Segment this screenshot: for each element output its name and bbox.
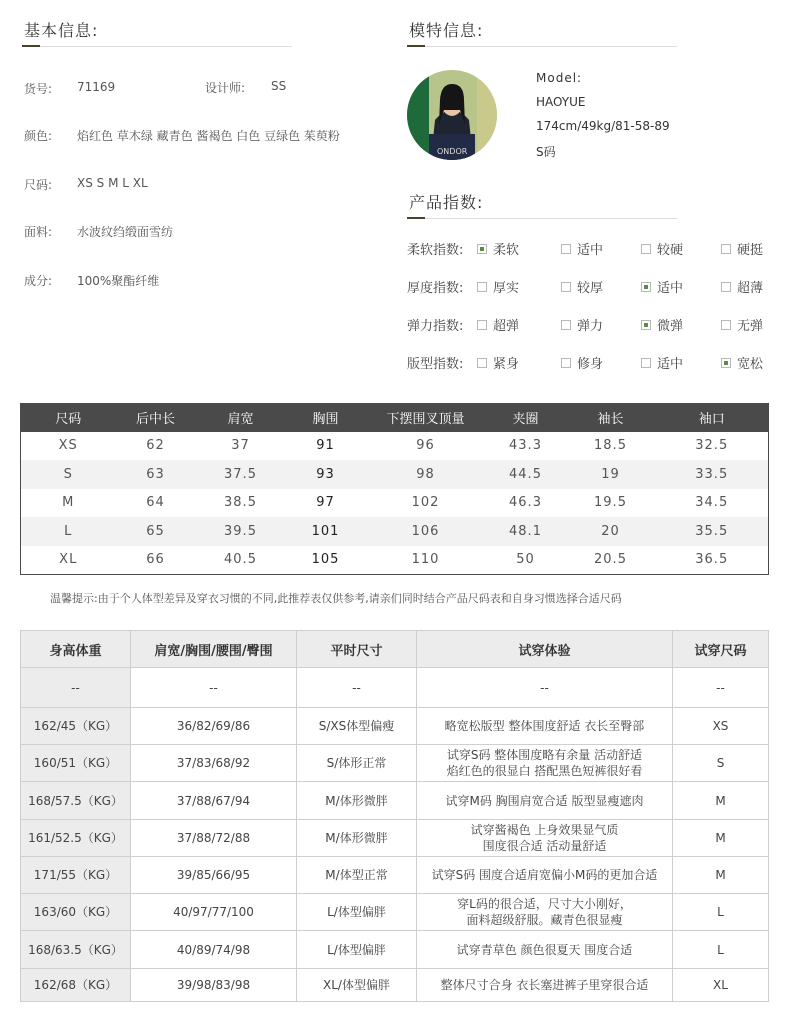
try-on-cell: 168/57.5（KG） — [21, 782, 131, 820]
product-index-accent — [407, 217, 425, 219]
try-on-table — [20, 630, 769, 1002]
try-on-cell: -- — [21, 668, 131, 708]
try-on-cell: 160/51（KG） — [21, 745, 131, 782]
unchecked-box-icon — [721, 320, 731, 330]
try-on-cell: -- — [417, 668, 673, 708]
unchecked-box-icon — [641, 244, 651, 254]
size-cell: 102 — [411, 495, 440, 511]
basic-info-divider — [22, 46, 292, 47]
index-option-label: 弹力 — [577, 319, 604, 334]
model-photo — [407, 70, 497, 160]
try-on-cell: 163/60（KG） — [21, 894, 131, 931]
unchecked-box-icon — [477, 358, 487, 368]
svg-text:ONDOR: ONDOR — [437, 147, 468, 156]
model-info-title: 模特信息: — [409, 21, 484, 40]
try-on-cell: M — [673, 782, 769, 820]
try-on-cell: L — [673, 931, 769, 969]
unchecked-box-icon — [477, 282, 487, 292]
header-experience: 试穿体验 — [417, 631, 673, 668]
try-on-cell: 试穿M码 胸围肩宽合适 版型显瘦遮肉 — [417, 782, 673, 820]
try-on-cell: 试穿S码 围度合适肩宽偏小M码的更加合适 — [417, 857, 673, 894]
index-option-label: 超薄 — [737, 281, 764, 296]
index-option-label: 厚实 — [493, 281, 520, 296]
product-index-title: 产品指数: — [409, 193, 484, 212]
index-option-label: 较硬 — [657, 243, 684, 258]
size-cell: 106 — [366, 517, 486, 546]
unchecked-box-icon — [561, 244, 571, 254]
header-shoulder: 肩宽 — [196, 404, 286, 432]
index-option — [561, 277, 603, 296]
index-row-label: 柔软指数: — [407, 243, 464, 258]
header-armhole: 夹圈 — [486, 404, 566, 432]
index-option — [561, 239, 603, 258]
index-option-label: 适中 — [577, 243, 604, 258]
sku-label: 货号: — [24, 82, 53, 96]
color-label: 颜色: — [24, 129, 53, 143]
size-cell: 37.5 — [196, 460, 286, 489]
index-option — [561, 353, 603, 372]
size-cell: 40.5 — [224, 552, 257, 568]
try-on-cell: M/体型正常 — [297, 857, 417, 894]
size-chart-table — [20, 403, 769, 575]
header-try-size: 试穿尺码 — [673, 631, 769, 668]
try-on-cell: M/体形微胖 — [297, 782, 417, 820]
size-cell: 20.5 — [594, 552, 627, 568]
size-cell: 32.5 — [695, 438, 729, 454]
header-cuff: 袖口 — [656, 404, 769, 432]
size-cell: 38.5 — [224, 495, 257, 511]
try-on-cell: 37/88/67/94 — [131, 782, 297, 820]
unchecked-box-icon — [641, 358, 651, 368]
size-cell: 64 — [146, 495, 165, 511]
try-on-cell: 试穿酱褐色 上身效果显气质 围度很合适 活动量舒适 — [417, 820, 673, 857]
size-cell: 39.5 — [196, 517, 286, 546]
index-option — [641, 315, 683, 334]
size-cell: 36.5 — [695, 552, 729, 568]
try-on-cell: 36/82/69/86 — [131, 708, 297, 745]
index-option — [721, 315, 763, 334]
size-cell: 33.5 — [656, 460, 769, 489]
model-info-divider — [407, 46, 677, 47]
try-on-cell: M/体形微胖 — [297, 820, 417, 857]
index-option — [641, 353, 683, 372]
try-on-row — [21, 931, 769, 969]
try-on-cell: 整体尺寸合身 衣长塞进裤子里穿很合适 — [417, 969, 673, 1002]
try-on-cell: 171/55（KG） — [21, 857, 131, 894]
try-on-cell: 162/45（KG） — [21, 708, 131, 745]
size-cell: XL — [59, 552, 78, 568]
size-row — [21, 432, 769, 461]
header-usual-size: 平时尺寸 — [297, 631, 417, 668]
model-line-3: 174cm/49kg/81-58-89 — [536, 119, 670, 133]
unchecked-box-icon — [561, 320, 571, 330]
try-on-row — [21, 708, 769, 745]
size-cell: 93 — [286, 460, 366, 489]
index-option-label: 微弹 — [657, 319, 684, 334]
size-cell: 63 — [116, 460, 196, 489]
size-cell: 43.3 — [509, 438, 542, 454]
index-option-label: 修身 — [577, 357, 604, 372]
index-row-label: 版型指数: — [407, 357, 464, 372]
try-on-cell: -- — [673, 668, 769, 708]
try-on-cell: 试穿青草色 颜色很夏天 围度合适 — [417, 931, 673, 969]
header-hem: 下摆围叉顶量 — [366, 404, 486, 432]
basic-info-title: 基本信息: — [24, 21, 99, 40]
unchecked-box-icon — [721, 282, 731, 292]
index-option — [641, 239, 683, 258]
try-on-row — [21, 894, 769, 931]
size-cell: 62 — [146, 438, 165, 454]
index-option-label: 柔软 — [493, 243, 520, 258]
index-option-label: 宽松 — [737, 357, 764, 372]
try-on-row — [21, 857, 769, 894]
index-option-label: 硬挺 — [737, 243, 764, 258]
unchecked-box-icon — [721, 244, 731, 254]
unchecked-box-icon — [561, 358, 571, 368]
size-cell: 110 — [411, 552, 440, 568]
size-cell: 97 — [316, 495, 335, 511]
try-on-header — [21, 631, 769, 668]
size-cell: 46.3 — [509, 495, 542, 511]
fabric-label: 面料: — [24, 225, 53, 239]
size-cell: 48.1 — [486, 517, 566, 546]
try-on-row — [21, 969, 769, 1002]
index-option-label: 较厚 — [577, 281, 604, 296]
index-option — [721, 353, 763, 372]
try-on-row — [21, 668, 769, 708]
index-option — [641, 277, 683, 296]
try-on-cell: XL/体型偏胖 — [297, 969, 417, 1002]
try-on-cell: 略宽松版型 整体围度舒适 衣长至臀部 — [417, 708, 673, 745]
header-height-weight: 身高体重 — [21, 631, 131, 668]
size-cell: XS — [58, 438, 78, 454]
unchecked-box-icon — [561, 282, 571, 292]
try-on-cell: 168/63.5（KG） — [21, 931, 131, 969]
try-on-cell: L/体型偏胖 — [297, 894, 417, 931]
size-value: XS S M L XL — [77, 176, 148, 190]
size-row — [21, 460, 769, 489]
index-row-label: 弹力指数: — [407, 319, 464, 334]
index-row-label: 厚度指数: — [407, 281, 464, 296]
index-option-label: 超弹 — [493, 319, 520, 334]
try-on-cell: 162/68（KG） — [21, 969, 131, 1002]
size-cell: 19.5 — [594, 495, 627, 511]
size-cell: 96 — [416, 438, 435, 454]
size-cell: 66 — [146, 552, 165, 568]
size-cell: 19 — [566, 460, 656, 489]
designer-label: 设计师: — [205, 81, 246, 95]
try-on-cell: XS — [673, 708, 769, 745]
size-cell: 101 — [286, 517, 366, 546]
size-row — [21, 489, 769, 518]
size-cell: S — [21, 460, 116, 489]
size-tip: 温馨提示:由于个人体型差异及穿衣习惯的不同,此推荐表仅供参考,请亲们同时结合产品尺码表和自身习惯选择合适尺码 — [50, 592, 622, 605]
try-on-cell: -- — [297, 668, 417, 708]
try-on-cell: S/体形正常 — [297, 745, 417, 782]
size-row — [21, 517, 769, 546]
try-on-row — [21, 782, 769, 820]
try-on-cell: XL — [673, 969, 769, 1002]
model-line-1: Model: — [536, 71, 583, 85]
try-on-cell: 39/85/66/95 — [131, 857, 297, 894]
checked-box-icon — [641, 282, 651, 292]
try-on-cell: S/XS体型偏瘦 — [297, 708, 417, 745]
index-option — [477, 239, 519, 258]
color-value: 焰红色 草木绿 藏青色 酱褐色 白色 豆绿色 茱萸粉 — [77, 129, 340, 143]
model-line-2: HAOYUE — [536, 95, 586, 109]
size-cell: 91 — [316, 438, 335, 454]
index-option-label: 适中 — [657, 357, 684, 372]
composition-value: 100%聚酯纤维 — [77, 274, 160, 288]
size-cell: M — [62, 495, 75, 511]
model-line-4: S码 — [536, 145, 556, 159]
index-option — [561, 315, 603, 334]
index-option-label: 无弹 — [737, 319, 764, 334]
model-info-accent — [407, 45, 425, 47]
try-on-cell: 37/88/72/88 — [131, 820, 297, 857]
size-cell: 35.5 — [656, 517, 769, 546]
header-measurements: 肩宽/胸围/腰围/臀围 — [131, 631, 297, 668]
sku-value: 71169 — [77, 80, 116, 94]
composition-label: 成分: — [24, 274, 53, 288]
size-cell: 34.5 — [695, 495, 729, 511]
size-cell: 44.5 — [486, 460, 566, 489]
try-on-cell: 39/98/83/98 — [131, 969, 297, 1002]
index-option — [721, 277, 763, 296]
header-sleeve-length: 袖长 — [566, 404, 656, 432]
try-on-row — [21, 745, 769, 782]
size-cell: 37 — [231, 438, 250, 454]
basic-info-accent — [22, 45, 40, 47]
try-on-cell: S — [673, 745, 769, 782]
index-option-label: 适中 — [657, 281, 684, 296]
checked-box-icon — [641, 320, 651, 330]
try-on-row — [21, 820, 769, 857]
size-cell: 50 — [516, 552, 535, 568]
size-label: 尺码: — [24, 178, 53, 192]
size-row — [21, 546, 769, 575]
header-back-length: 后中长 — [116, 404, 196, 432]
try-on-cell: L/体型偏胖 — [297, 931, 417, 969]
checked-box-icon — [721, 358, 731, 368]
try-on-cell: 穿L码的很合适，尺寸大小刚好， 面料超级舒服。藏青色很显瘦 — [417, 894, 673, 931]
try-on-cell: 37/83/68/92 — [131, 745, 297, 782]
designer-value: SS — [271, 79, 287, 93]
try-on-cell: 40/97/77/100 — [131, 894, 297, 931]
index-option — [721, 239, 763, 258]
try-on-cell: -- — [131, 668, 297, 708]
size-cell: 18.5 — [594, 438, 627, 454]
index-option-label: 紧身 — [493, 357, 520, 372]
size-cell: L — [21, 517, 116, 546]
index-option — [477, 315, 519, 334]
try-on-cell: 试穿S码 整体围度略有余量 活动舒适 焰红色的很显白 搭配黑色短裤很好看 — [417, 745, 673, 782]
product-index-divider — [407, 218, 677, 219]
try-on-cell: L — [673, 894, 769, 931]
size-cell: 65 — [116, 517, 196, 546]
checked-box-icon — [477, 244, 487, 254]
fabric-value: 水波纹绉缎面雪纺 — [77, 225, 174, 239]
size-cell: 98 — [366, 460, 486, 489]
index-option — [477, 353, 519, 372]
try-on-cell: M — [673, 857, 769, 894]
header-bust: 胸围 — [286, 404, 366, 432]
size-chart-header — [21, 404, 769, 432]
header-size: 尺码 — [21, 404, 116, 432]
try-on-cell: 40/89/74/98 — [131, 931, 297, 969]
try-on-cell: M — [673, 820, 769, 857]
size-cell: 105 — [311, 552, 340, 568]
try-on-cell: 161/52.5（KG） — [21, 820, 131, 857]
index-option — [477, 277, 519, 296]
unchecked-box-icon — [477, 320, 487, 330]
size-cell: 20 — [566, 517, 656, 546]
